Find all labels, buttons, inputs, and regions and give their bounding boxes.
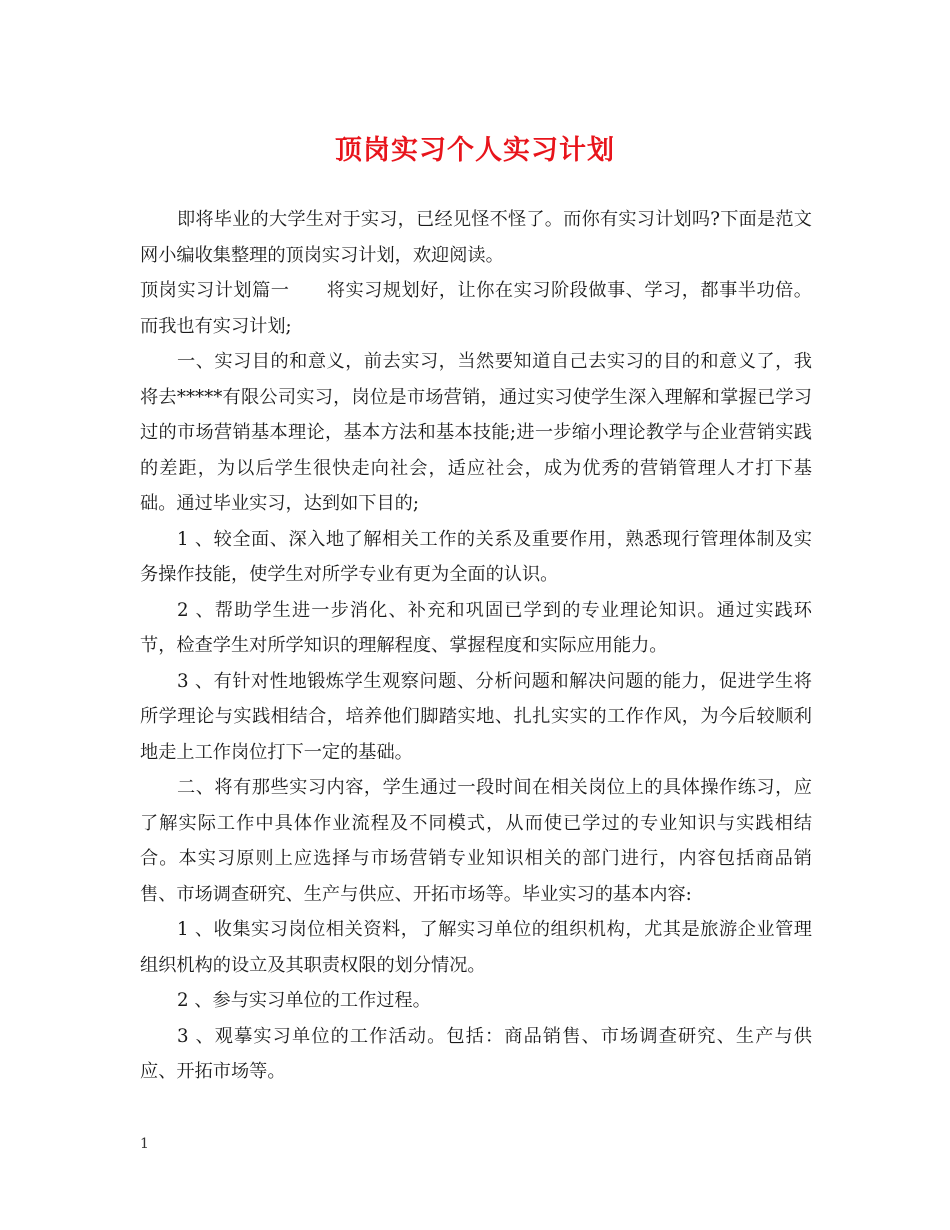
document-title: 顶岗实习个人实习计划 (335, 135, 615, 166)
section-two-paragraph: 二、将有那些实习内容，学生通过一段时间在相关岗位上的具体操作练习，应了解实际工作中具体作业流程及不同模式，从而使已学过的专业知识与实践相结合。本实习原则上应选择与市场营销专业知识相关的部门进行，内容包括商品销售、市场调查研究、生产与供应、开拓市场等。毕业实习的基本内容: (140, 777, 812, 905)
content-item-3: 3 、观摹实习单位的工作活动。包括：商品销售、市场调查研究、生产与供应、开拓市场等。 (140, 1025, 812, 1082)
plan-heading-paragraph: 顶岗实习计划篇一 将实习规划好，让你在实习阶段做事、学习，都事半功倍。而我也有实习计划; (140, 280, 812, 337)
goal-item-1: 1 、较全面、深入地了解相关工作的关系及重要作用，熟悉现行管理体制及实务操作技能，使学生对所学专业有更为全面的认识。 (140, 528, 812, 585)
goal-item-2: 2 、帮助学生进一步消化、补充和巩固已学到的专业理论知识。通过实践环节，检查学生对所学知识的理解程度、掌握程度和实际应用能力。 (140, 599, 812, 656)
goal-item-3: 3 、有针对性地锻炼学生观察问题、分析问题和解决问题的能力，促进学生将所学理论与实践相结合，培养他们脚踏实地、扎扎实实的工作作风，为今后较顺利地走上工作岗位打下一定的基础。 (140, 670, 812, 763)
content-item-1: 1 、收集实习岗位相关资料，了解实习单位的组织机构，尤其是旅游企业管理组织机构的设立及其职责权限的划分情况。 (140, 919, 812, 976)
section-one-paragraph: 一、实习目的和意义，前去实习，当然要知道自己去实习的目的和意义了，我将去*****有限公司实习，岗位是市场营销，通过实习使学生深入理解和掌握已学习过的市场营销基本理论，基本方法和基本技能;进一步缩小理论教学与企业营销实践的差距，为以后学生很快走向社会，适应社会，成为优秀的营销管理人才打下基础。通过毕业实习，达到如下目的; (140, 351, 812, 514)
document-body (140, 202, 812, 1090)
page-number: 1 (140, 1136, 149, 1152)
content-item-2: 2 、参与实习单位的工作过程。 (177, 990, 431, 1011)
intro-paragraph: 即将毕业的大学生对于实习，已经见怪不怪了。而你有实习计划吗?下面是范文网小编收集整理的顶岗实习计划，欢迎阅读。 (140, 209, 812, 266)
